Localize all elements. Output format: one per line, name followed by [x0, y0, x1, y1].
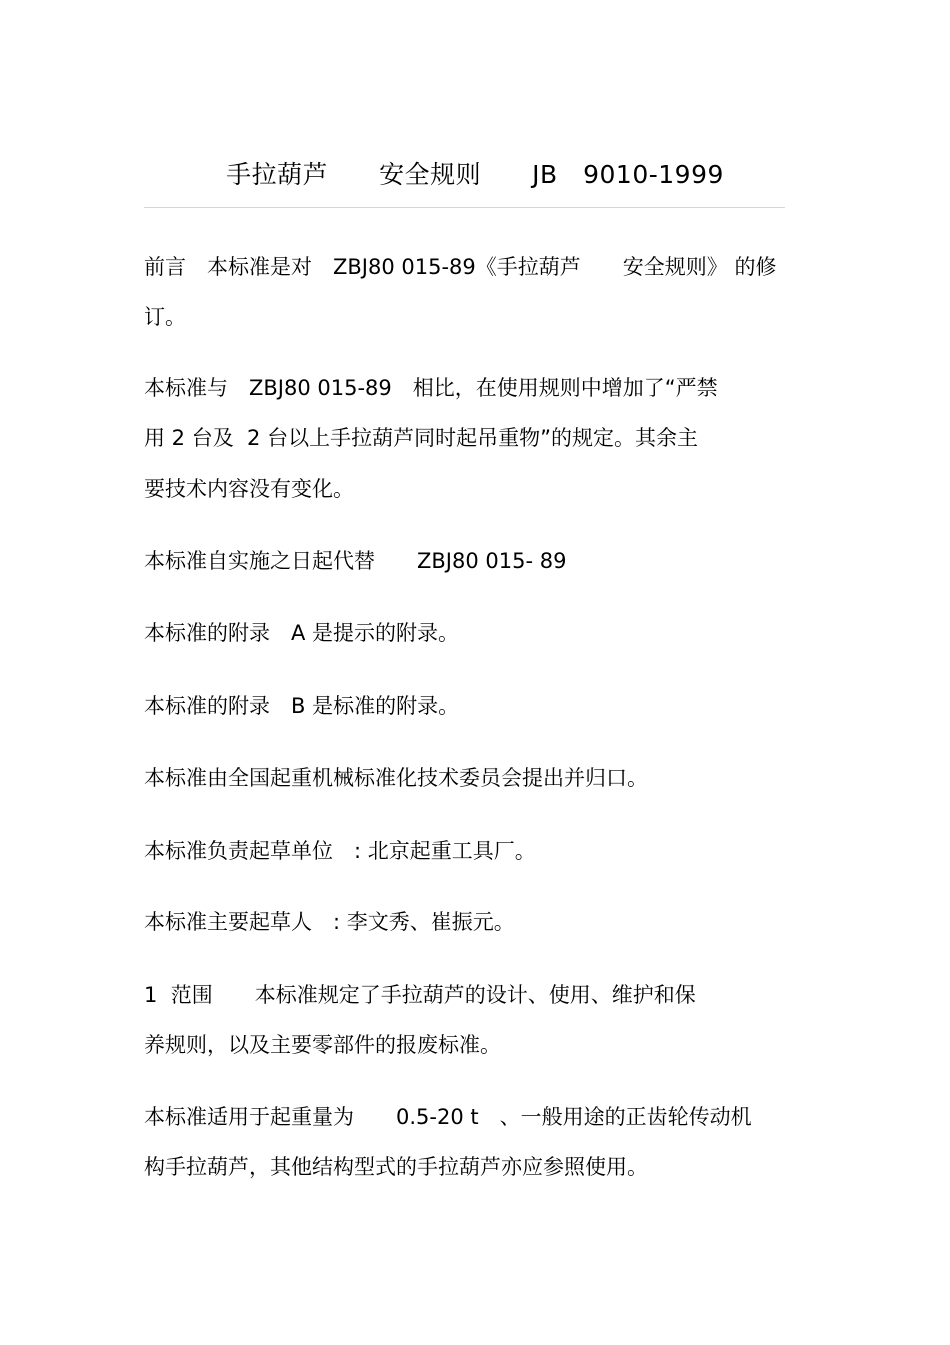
body-line: 订。	[144, 305, 186, 329]
body-line: 本标准负责起草单位 : 北京起重工具厂。	[144, 839, 536, 863]
body-line: 构手拉葫芦，其他结构型式的手拉葫芦亦应参照使用。	[144, 1155, 648, 1179]
body-line: 1 范围 本标准规定了手拉葫芦的设计、使用、维护和保	[144, 983, 696, 1007]
body-line: 前言 本标准是对 ZBJ80 015-89《手拉葫芦 安全规则》 的修	[144, 255, 777, 279]
body-line: 本标准的附录 A 是提示的附录。	[144, 621, 460, 645]
body-line: 要技术内容没有变化。	[144, 477, 354, 501]
title-divider	[144, 207, 785, 208]
body-line: 本标准自实施之日起代替 ZBJ80 015- 89	[144, 549, 567, 573]
body-line: 本标准适用于起重量为 0.5-20 t 、一般用途的正齿轮传动机	[144, 1105, 752, 1129]
body-line: 养规则，以及主要零部件的报废标准。	[144, 1033, 501, 1057]
body-line: 本标准与 ZBJ80 015-89 相比，在使用规则中增加了“严禁	[144, 376, 718, 400]
body-line: 用 2 台及 2 台以上手拉葫芦同时起吊重物”的规定。其余主	[144, 426, 698, 450]
body-line: 本标准主要起草人 : 李文秀、崔振元。	[144, 910, 515, 934]
document-title: 手拉葫芦 安全规则 JB 9010-1999	[226, 160, 724, 189]
body-line: 本标准由全国起重机械标准化技术委员会提出并归口。	[144, 766, 648, 790]
body-line: 本标准的附录 B 是标准的附录。	[144, 694, 460, 718]
